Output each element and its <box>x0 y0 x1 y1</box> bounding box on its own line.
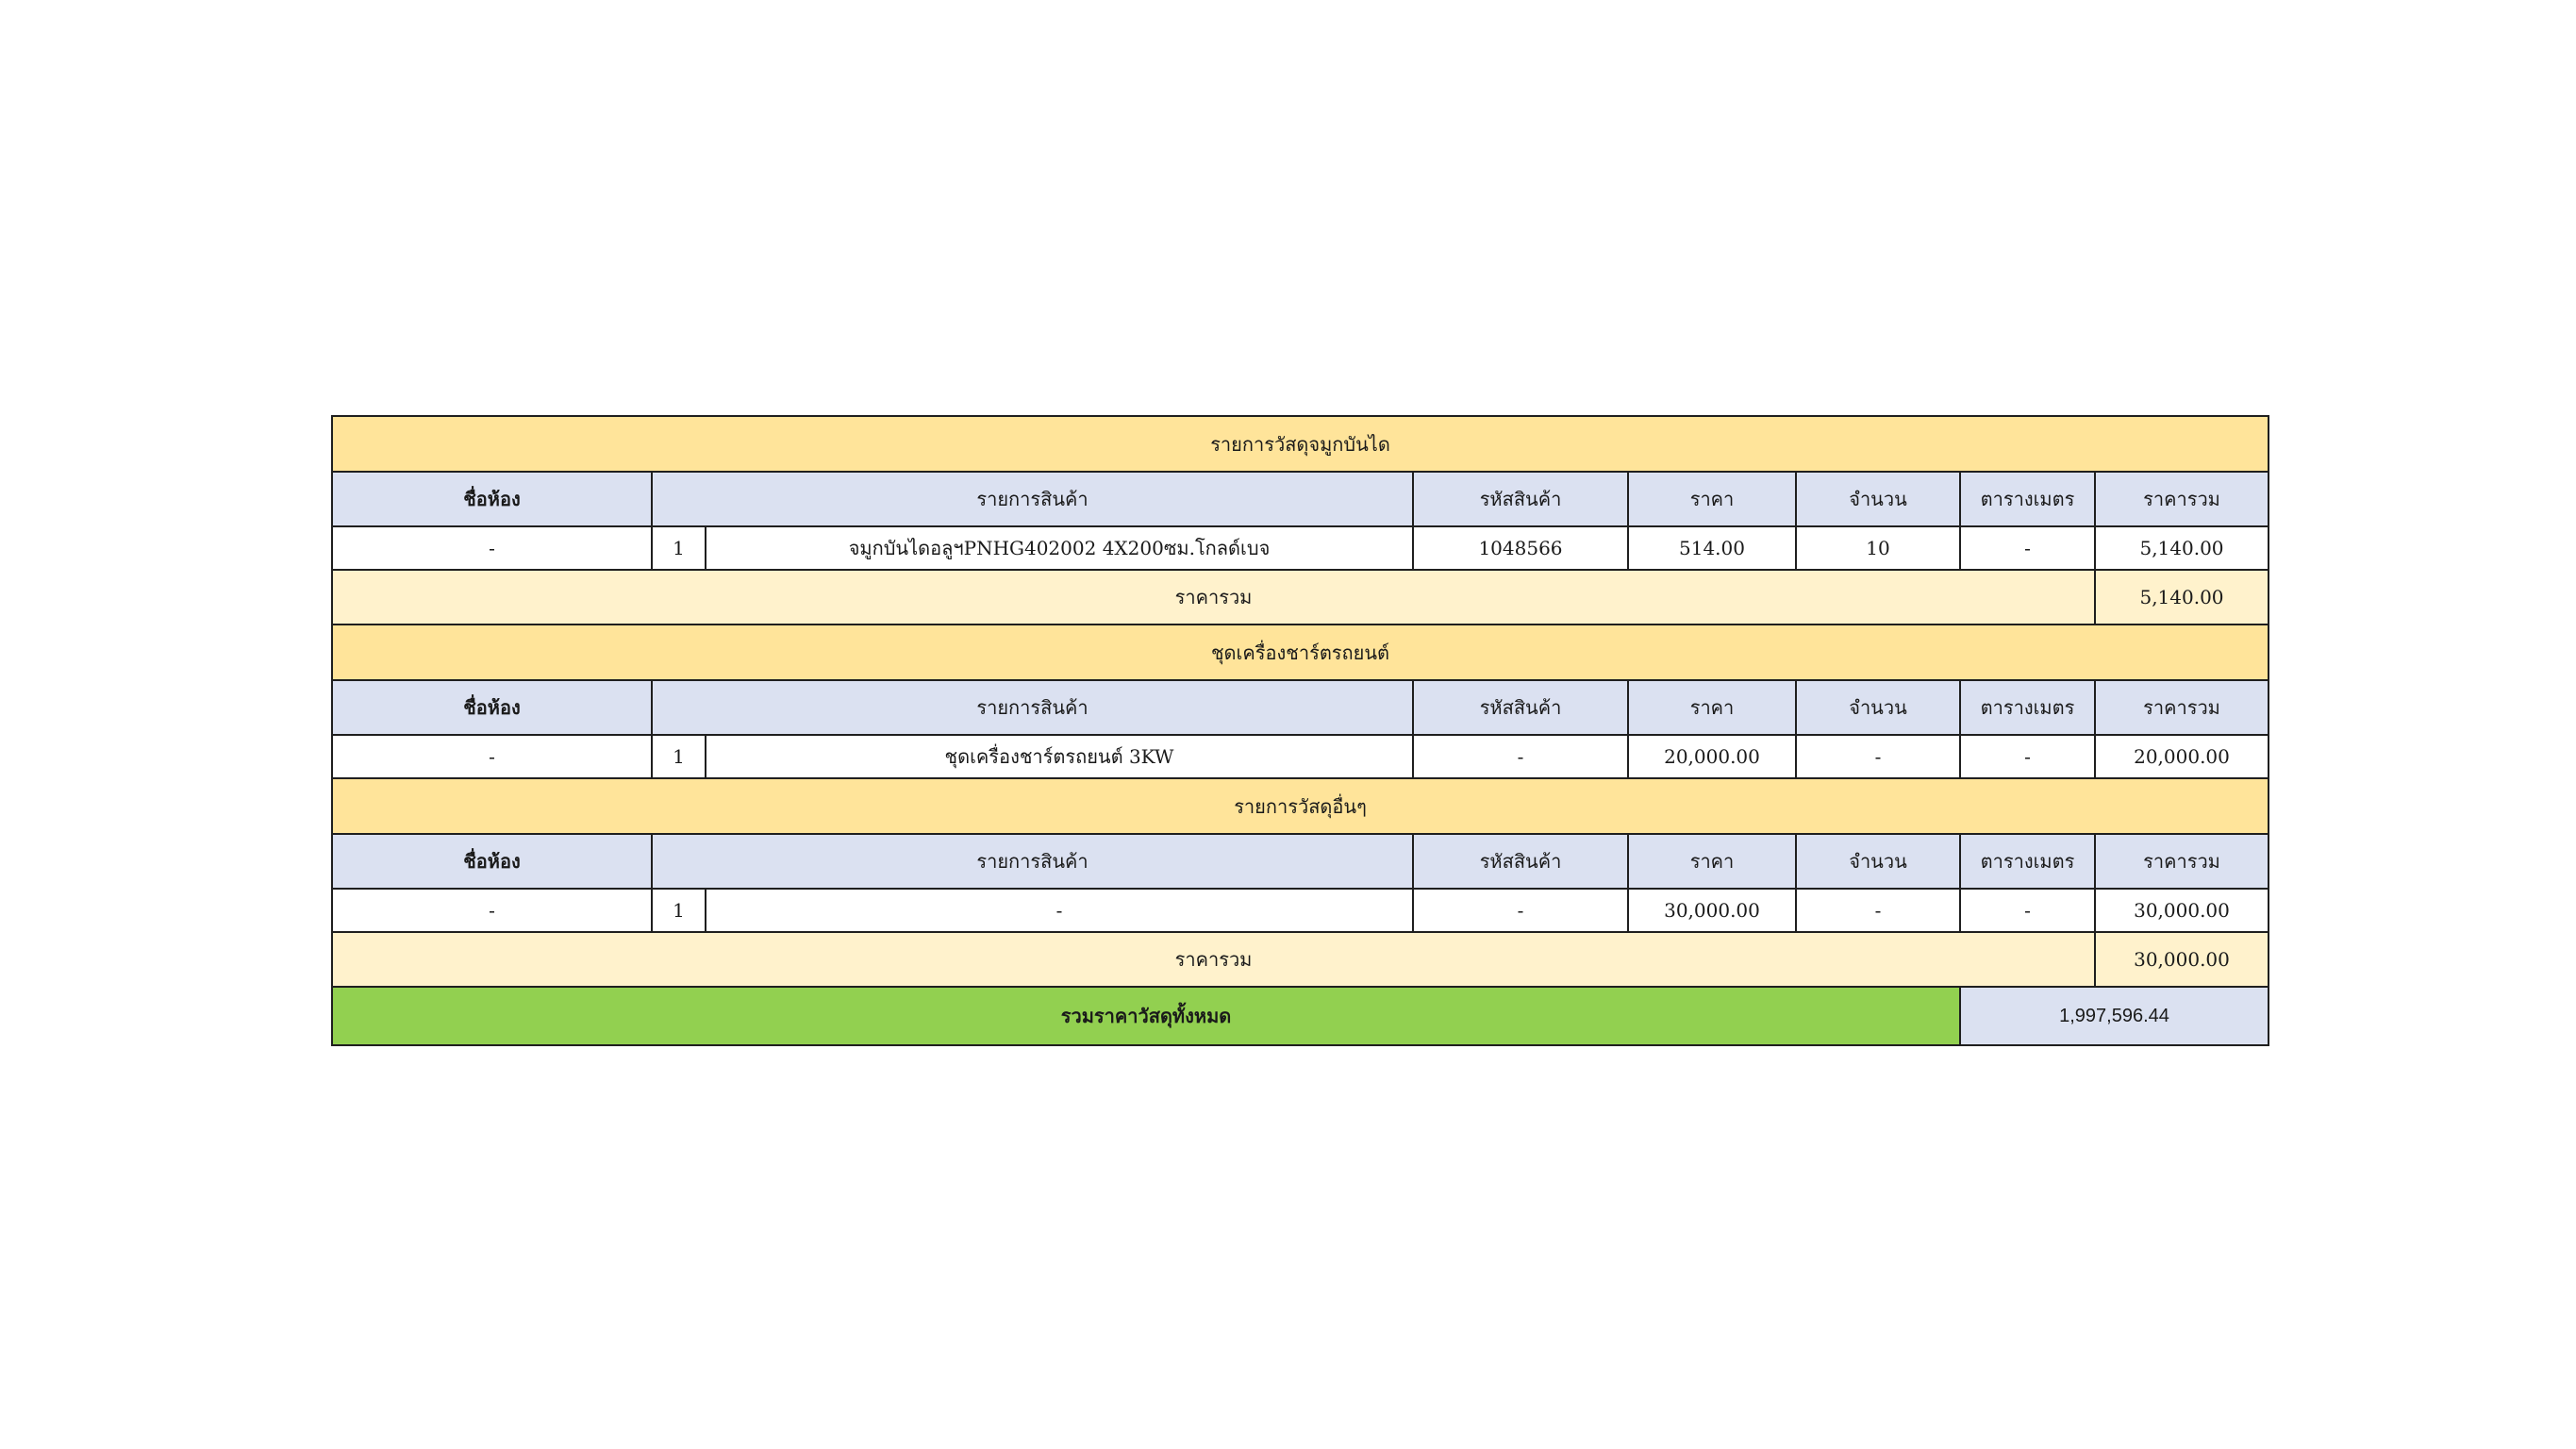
materials-summary-table <box>331 415 2269 1046</box>
section-header-row <box>332 416 2269 472</box>
header-sqm: ตารางเมตร <box>1960 680 2095 735</box>
section-header-row <box>332 625 2269 680</box>
header-price: ราคา <box>1628 472 1796 526</box>
item-room: - <box>332 526 652 570</box>
header-total: ราคารวม <box>2095 472 2269 526</box>
item-name: - <box>706 889 1413 932</box>
item-number: 1 <box>652 889 706 932</box>
header-room: ชื่อห้อง <box>332 680 652 735</box>
item-total: 20,000.00 <box>2095 735 2269 778</box>
header-total: ราคารวม <box>2095 680 2269 735</box>
item-total: 30,000.00 <box>2095 889 2269 932</box>
item-qty: 10 <box>1796 526 1960 570</box>
header-product: รายการสินค้า <box>652 472 1413 526</box>
header-price: ราคา <box>1628 834 1796 889</box>
grand-total-row <box>332 987 2269 1045</box>
header-sqm: ตารางเมตร <box>1960 472 2095 526</box>
column-header-row <box>332 834 2269 889</box>
table-row <box>332 735 2269 778</box>
table-row <box>332 526 2269 570</box>
item-code: - <box>1413 889 1628 932</box>
column-header-row <box>332 472 2269 526</box>
header-code: รหัสสินค้า <box>1413 834 1628 889</box>
item-sqm: - <box>1960 526 2095 570</box>
item-sqm: - <box>1960 735 2095 778</box>
item-number: 1 <box>652 735 706 778</box>
header-qty: จำนวน <box>1796 834 1960 889</box>
header-sqm: ตารางเมตร <box>1960 834 2095 889</box>
item-number: 1 <box>652 526 706 570</box>
header-room: ชื่อห้อง <box>332 472 652 526</box>
header-qty: จำนวน <box>1796 680 1960 735</box>
header-code: รหัสสินค้า <box>1413 472 1628 526</box>
grand-total-label: รวมราคาวัสดุทั้งหมด <box>332 987 1960 1045</box>
header-code: รหัสสินค้า <box>1413 680 1628 735</box>
item-code: 1048566 <box>1413 526 1628 570</box>
header-room: ชื่อห้อง <box>332 834 652 889</box>
section-header-row <box>332 778 2269 834</box>
subtotal-value: 5,140.00 <box>2095 570 2269 625</box>
item-sqm: - <box>1960 889 2095 932</box>
subtotal-row <box>332 932 2269 987</box>
item-total: 5,140.00 <box>2095 526 2269 570</box>
item-code: - <box>1413 735 1628 778</box>
section-title: รายการวัสดุอื่นๆ <box>332 778 2269 834</box>
header-qty: จำนวน <box>1796 472 1960 526</box>
subtotal-label: ราคารวม <box>332 570 2095 625</box>
item-name: ชุดเครื่องชาร์ตรถยนต์ 3KW <box>706 735 1413 778</box>
item-name: จมูกบันไดอลูฯPNHG402002 4X200ซม.โกลด์เบจ <box>706 526 1413 570</box>
grand-total-value: 1,997,596.44 <box>1960 987 2269 1045</box>
subtotal-row <box>332 570 2269 625</box>
column-header-row <box>332 680 2269 735</box>
table-row <box>332 889 2269 932</box>
header-price: ราคา <box>1628 680 1796 735</box>
subtotal-value: 30,000.00 <box>2095 932 2269 987</box>
item-qty: - <box>1796 735 1960 778</box>
item-price: 30,000.00 <box>1628 889 1796 932</box>
item-room: - <box>332 735 652 778</box>
item-room: - <box>332 889 652 932</box>
section-title: รายการวัสดุจมูกบันได <box>332 416 2269 472</box>
item-qty: - <box>1796 889 1960 932</box>
subtotal-label: ราคารวม <box>332 932 2095 987</box>
header-total: ราคารวม <box>2095 834 2269 889</box>
item-price: 514.00 <box>1628 526 1796 570</box>
header-product: รายการสินค้า <box>652 680 1413 735</box>
section-title: ชุดเครื่องชาร์ตรถยนต์ <box>332 625 2269 680</box>
item-price: 20,000.00 <box>1628 735 1796 778</box>
header-product: รายการสินค้า <box>652 834 1413 889</box>
